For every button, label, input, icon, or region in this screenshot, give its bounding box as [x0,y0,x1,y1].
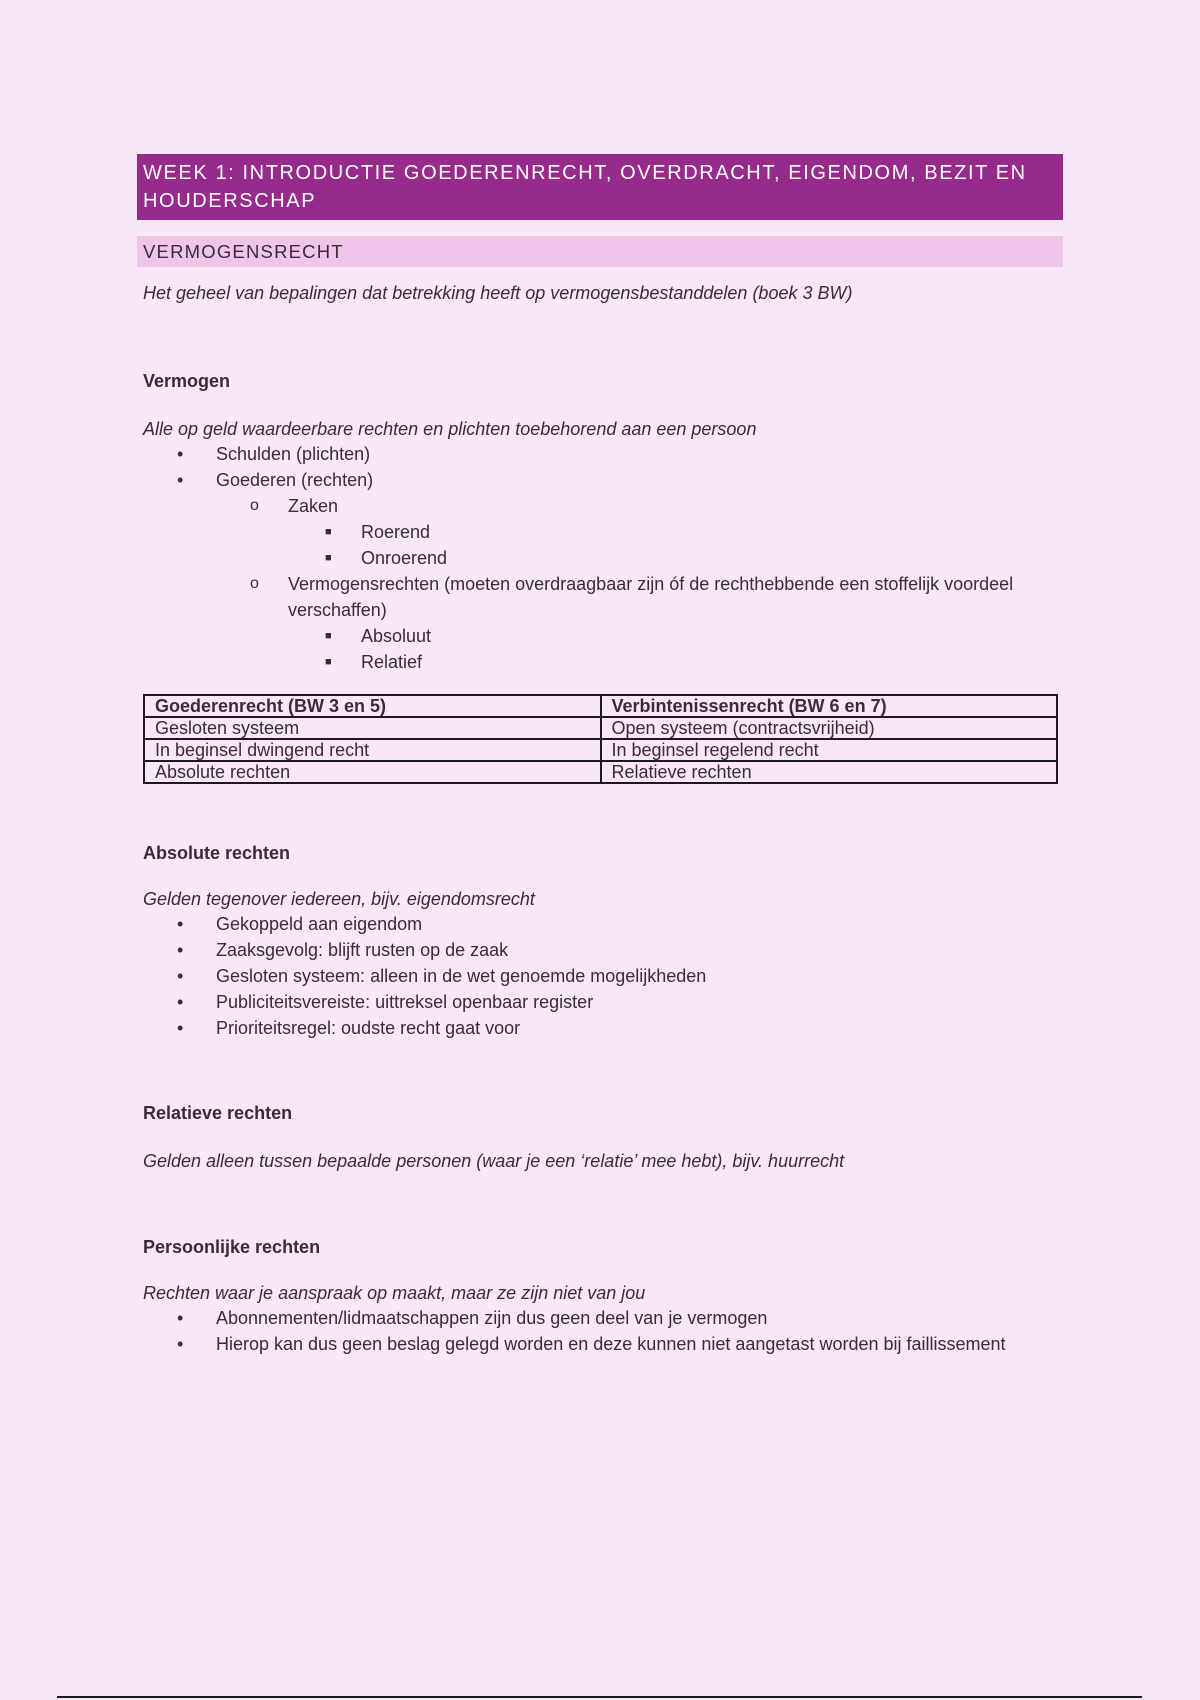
absolute-rechten-list [137,911,1063,1041]
list-item-text: Roerend [361,522,431,542]
bullet-icon: • [177,470,184,490]
section-definition: Het geheel van bepalingen dat betrekking heeft op vermogensbestanddelen (boek 3 BW) [143,283,853,303]
relatieve-rechten-definition: Gelden alleen tussen bepaalde personen (waar je een ‘relatie’ mee hebt), bijv. huurrecht [143,1151,845,1171]
list-item [137,493,1063,519]
table-header-cell: Verbintenissenrecht (BW 6 en 7) [601,695,1058,717]
vermogen-heading: Vermogen [143,371,231,391]
bullet-icon: • [177,1018,184,1038]
comparison-table [143,694,1058,784]
list-item [137,649,1063,675]
table-row [144,739,1057,761]
table-row [144,717,1057,739]
table-header-row [144,695,1057,717]
list-item [137,441,1063,467]
list-item-text: Prioriteitsregel: oudste recht gaat voor [216,1018,521,1038]
list-item-text: Absoluut [361,626,432,646]
list-item [137,937,1063,963]
list-item [137,989,1063,1015]
table-header-cell: Goederenrecht (BW 3 en 5) [144,695,601,717]
vermogen-list [137,441,1063,675]
bullet-icon: • [177,914,184,934]
list-item [137,1015,1063,1041]
list-item [137,1305,1063,1331]
list-item-text: Zaaksgevolg: blijft rusten op de zaak [216,940,509,960]
table-cell: Gesloten systeem [144,717,601,739]
persoonlijke-rechten-list [137,1305,1063,1357]
list-item [137,519,1063,545]
square-bullet-icon: ■ [325,630,332,642]
chapter-title: WEEK 1: INTRODUCTIE GOEDERENRECHT, OVERDRACHT, EIGENDOM, BEZIT EN HOUDERSCHAP [137,154,1063,220]
list-item [137,1331,1063,1357]
list-item-text: Relatief [361,652,423,672]
square-bullet-icon: ■ [325,656,332,668]
table-cell: Relatieve rechten [601,761,1058,783]
table-cell: In beginsel dwingend recht [144,739,601,761]
list-item-text: Zaken [288,496,339,516]
table-cell: Absolute rechten [144,761,601,783]
bullet-icon: • [177,444,184,464]
list-item [137,467,1063,493]
list-item [137,963,1063,989]
table-cell: Open systeem (contractsvrijheid) [601,717,1058,739]
absolute-rechten-definition: Gelden tegenover iedereen, bijv. eigendomsrecht [143,889,535,909]
bullet-icon: • [177,1334,184,1354]
bullet-icon: • [177,992,184,1012]
list-item-text: Hierop kan dus geen beslag gelegd worden en deze kunnen niet aangetast worden bij faillissement [216,1334,1006,1354]
list-item [137,911,1063,937]
list-item-text: Abonnementen/lidmaatschappen zijn dus geen deel van je vermogen [216,1308,768,1328]
list-item-text: Gekoppeld aan eigendom [216,914,423,934]
list-item [137,571,1063,623]
list-item-text: Goederen (rechten) [216,470,374,490]
list-item-text: Gesloten systeem: alleen in de wet genoemde mogelijkheden [216,966,707,986]
document-page [137,154,1063,1357]
relatieve-rechten-heading: Relatieve rechten [143,1103,293,1123]
vermogen-definition: Alle op geld waardeerbare rechten en plichten toebehorend aan een persoon [143,419,757,439]
square-bullet-icon: ■ [325,526,332,538]
footer-divider [57,1696,1142,1698]
persoonlijke-rechten-heading: Persoonlijke rechten [143,1237,321,1257]
circle-bullet-icon: o [250,575,259,592]
list-item-text: Vermogensrechten (moeten overdraagbaar zijn óf de rechthebbende een stoffelijk voordeel verschaffen) [288,574,1014,620]
table-cell: In beginsel regelend recht [601,739,1058,761]
section-heading: VERMOGENSRECHT [137,236,1063,267]
list-item-text: Publiciteitsvereiste: uittreksel openbaar register [216,992,594,1012]
absolute-rechten-heading: Absolute rechten [143,843,291,863]
square-bullet-icon: ■ [325,552,332,564]
bullet-icon: • [177,1308,184,1328]
bullet-icon: • [177,966,184,986]
circle-bullet-icon: o [250,497,259,514]
list-item [137,623,1063,649]
persoonlijke-rechten-definition: Rechten waar je aanspraak op maakt, maar ze zijn niet van jou [143,1283,646,1303]
bullet-icon: • [177,940,184,960]
list-item [137,545,1063,571]
list-item-text: Onroerend [361,548,448,568]
table-row [144,761,1057,783]
list-item-text: Schulden (plichten) [216,444,371,464]
